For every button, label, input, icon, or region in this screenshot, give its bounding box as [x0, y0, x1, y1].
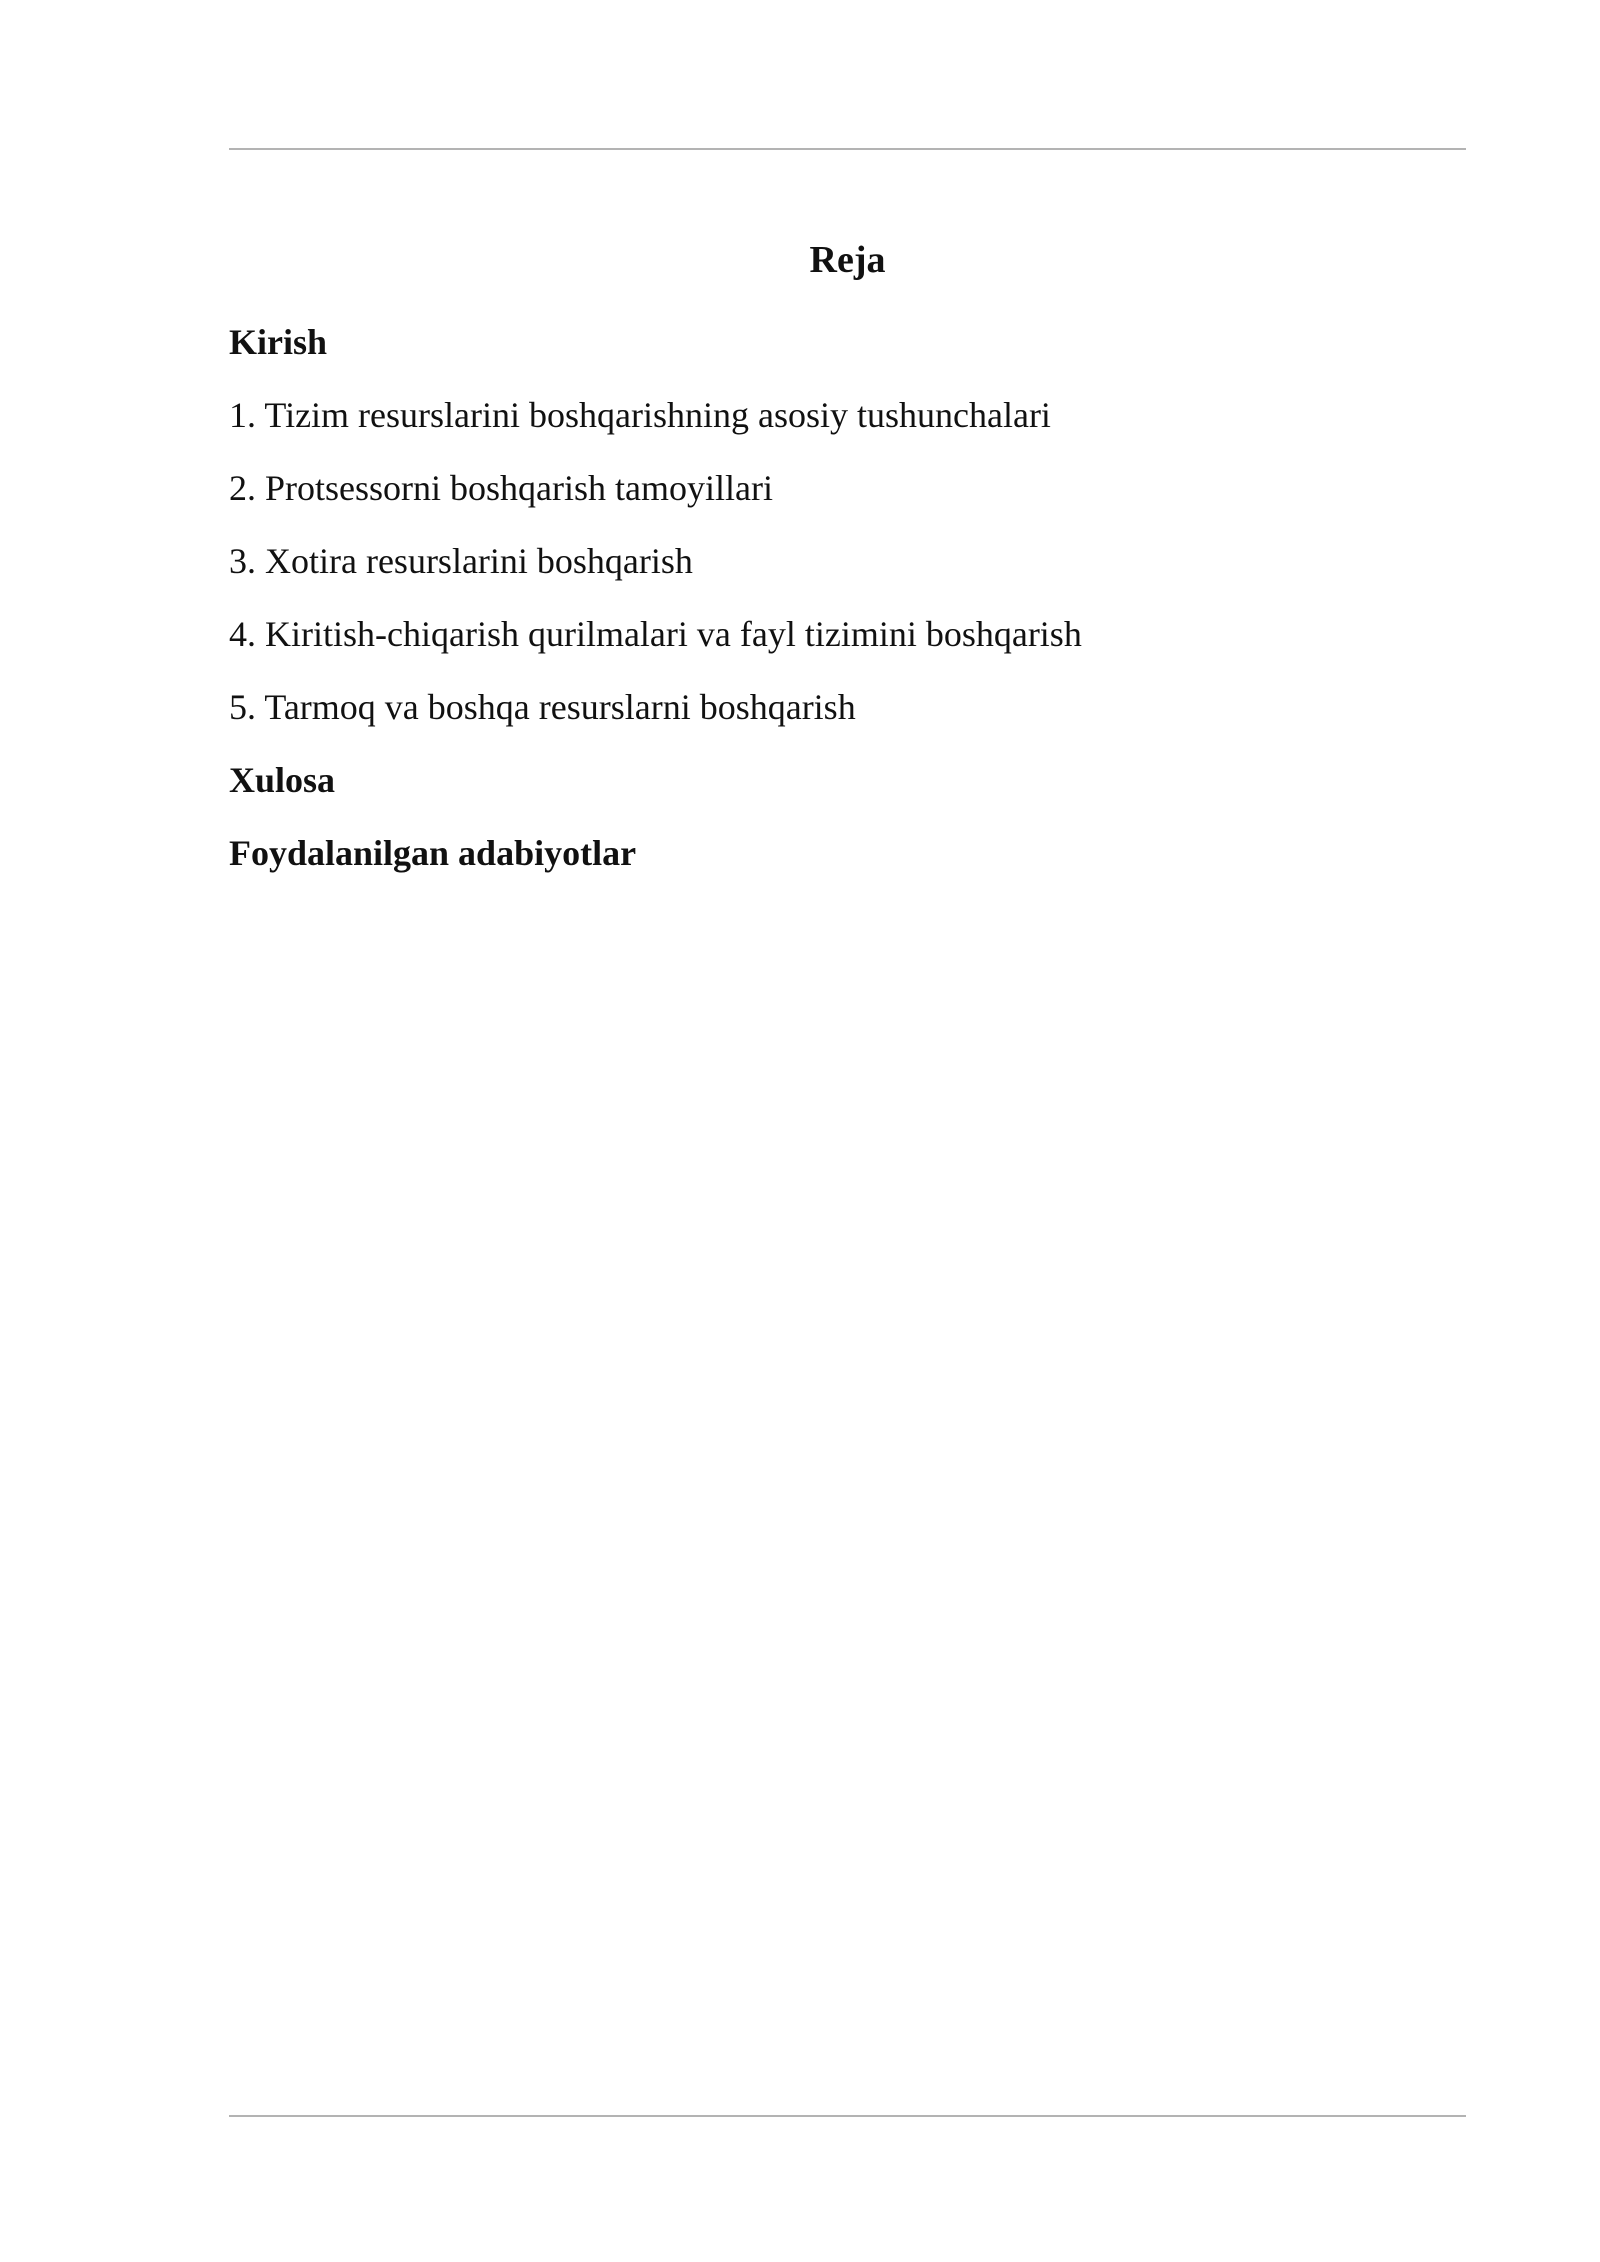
toc-item-1: 1. Tizim resurslarini boshqarishning asosiy tushunchalari	[229, 395, 1051, 435]
footer-rule	[229, 2115, 1466, 2117]
toc-item-2: 2. Protsessorni boshqarish tamoyillari	[229, 468, 773, 508]
page-title: Reja	[809, 239, 886, 281]
toc-conclusion: Xulosa	[229, 760, 336, 800]
toc-item-5: 5. Tarmoq va boshqa resurslarni boshqarish	[229, 687, 856, 727]
table-of-contents	[229, 230, 1466, 904]
toc-intro: Kirish	[229, 322, 328, 362]
toc-item-3: 3. Xotira resurslarini boshqarish	[229, 541, 693, 581]
toc-references: Foydalanilgan adabiyotlar	[229, 833, 637, 873]
header-rule	[229, 148, 1466, 150]
toc-item-4: 4. Kiritish-chiqarish qurilmalari va fayl tizimini boshqarish	[229, 614, 1082, 654]
